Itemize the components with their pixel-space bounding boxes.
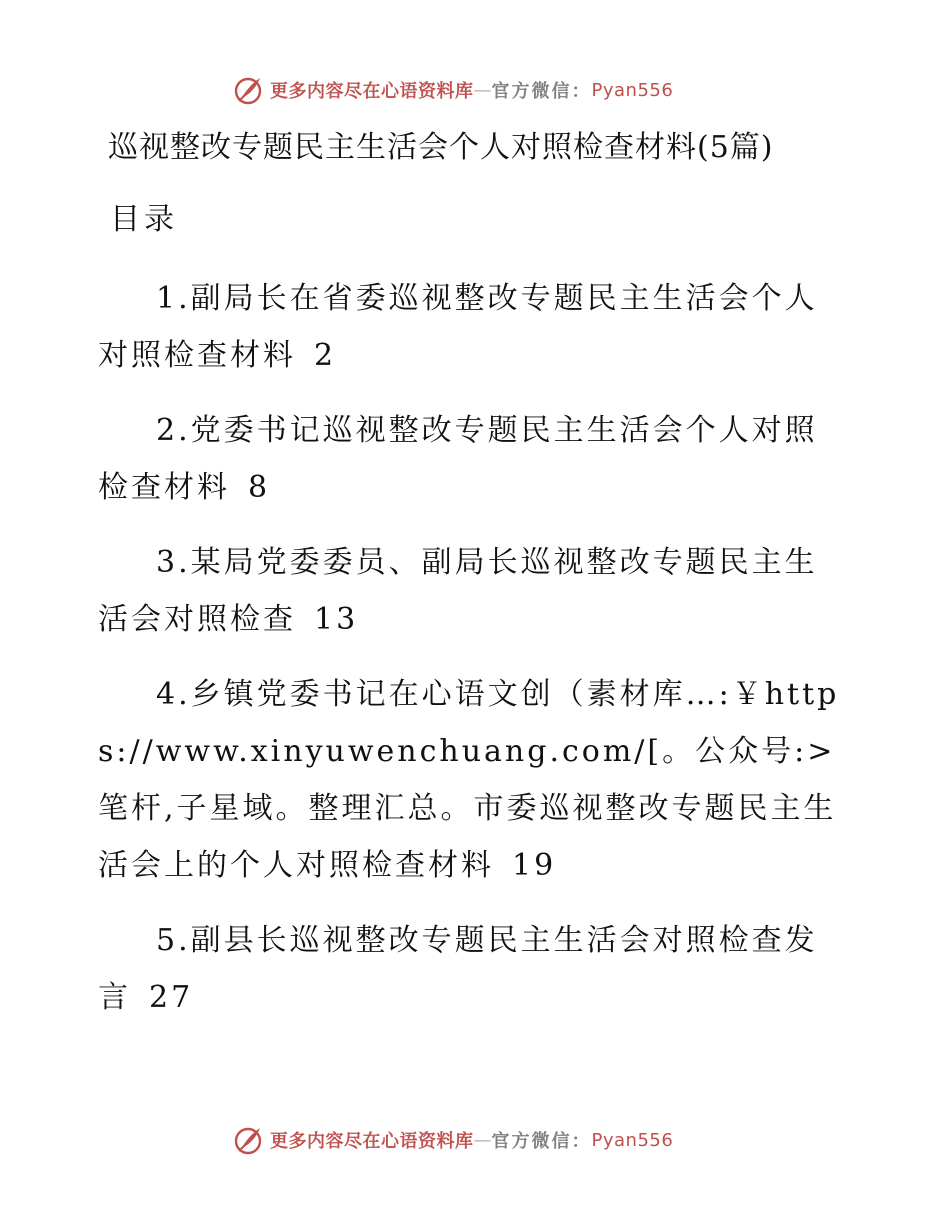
banner-main-text: 更多内容尽在心语资料库 [270, 1131, 474, 1152]
footer-watermark-banner [232, 1122, 752, 1158]
toc-item-page: 13 [314, 602, 359, 637]
toc-item-text: 1.副局长在省委巡视整改专题民主生活会个人对照检查材料 [98, 281, 818, 373]
toc-item[interactable] [98, 912, 850, 1026]
toc-item-page: 27 [149, 980, 194, 1015]
toc-item[interactable] [98, 666, 850, 894]
toc-item-page: 2 [314, 338, 337, 373]
toc-item-text: 4.乡镇党委书记在心语文创（素材库…:￥https://www.xinyuwenchuang.com/[。公众号:>笔杆,子星域。整理汇总。市委巡视整改专题民主生活会上的个人对照检查材料 [98, 677, 840, 883]
toc-item-text: 3.某局党委委员、副局长巡视整改专题民主生活会对照检查 [98, 545, 818, 637]
banner-main-text: 更多内容尽在心语资料库 [270, 81, 474, 102]
toc-item-text: 5.副县长巡视整改专题民主生活会对照检查发言 [98, 923, 818, 1015]
banner-wechat-id: Pyan556 [591, 1129, 674, 1151]
toc-item-text: 2.党委书记巡视整改专题民主生活会个人对照检查材料 [98, 413, 818, 505]
toc-item[interactable] [98, 270, 850, 384]
banner-official-label: 官方微信： [491, 81, 592, 102]
document-title: 巡视整改专题民主生活会个人对照检查材料(5篇) [108, 130, 774, 165]
toc-heading: 目录 [110, 202, 178, 237]
toc-item[interactable] [98, 402, 850, 516]
banner-wechat-id: Pyan556 [591, 79, 674, 101]
toc-item[interactable] [98, 534, 850, 648]
table-of-contents [98, 270, 850, 1044]
header-watermark-banner [232, 72, 752, 108]
banner-dash: — [473, 79, 492, 101]
toc-item-page: 8 [248, 470, 271, 505]
banner-dash: — [473, 1129, 492, 1151]
banner-official-label: 官方微信： [491, 1131, 592, 1152]
quill-pen-logo-icon [232, 74, 264, 106]
quill-pen-logo-icon [232, 1124, 264, 1156]
toc-item-page: 19 [512, 848, 557, 883]
